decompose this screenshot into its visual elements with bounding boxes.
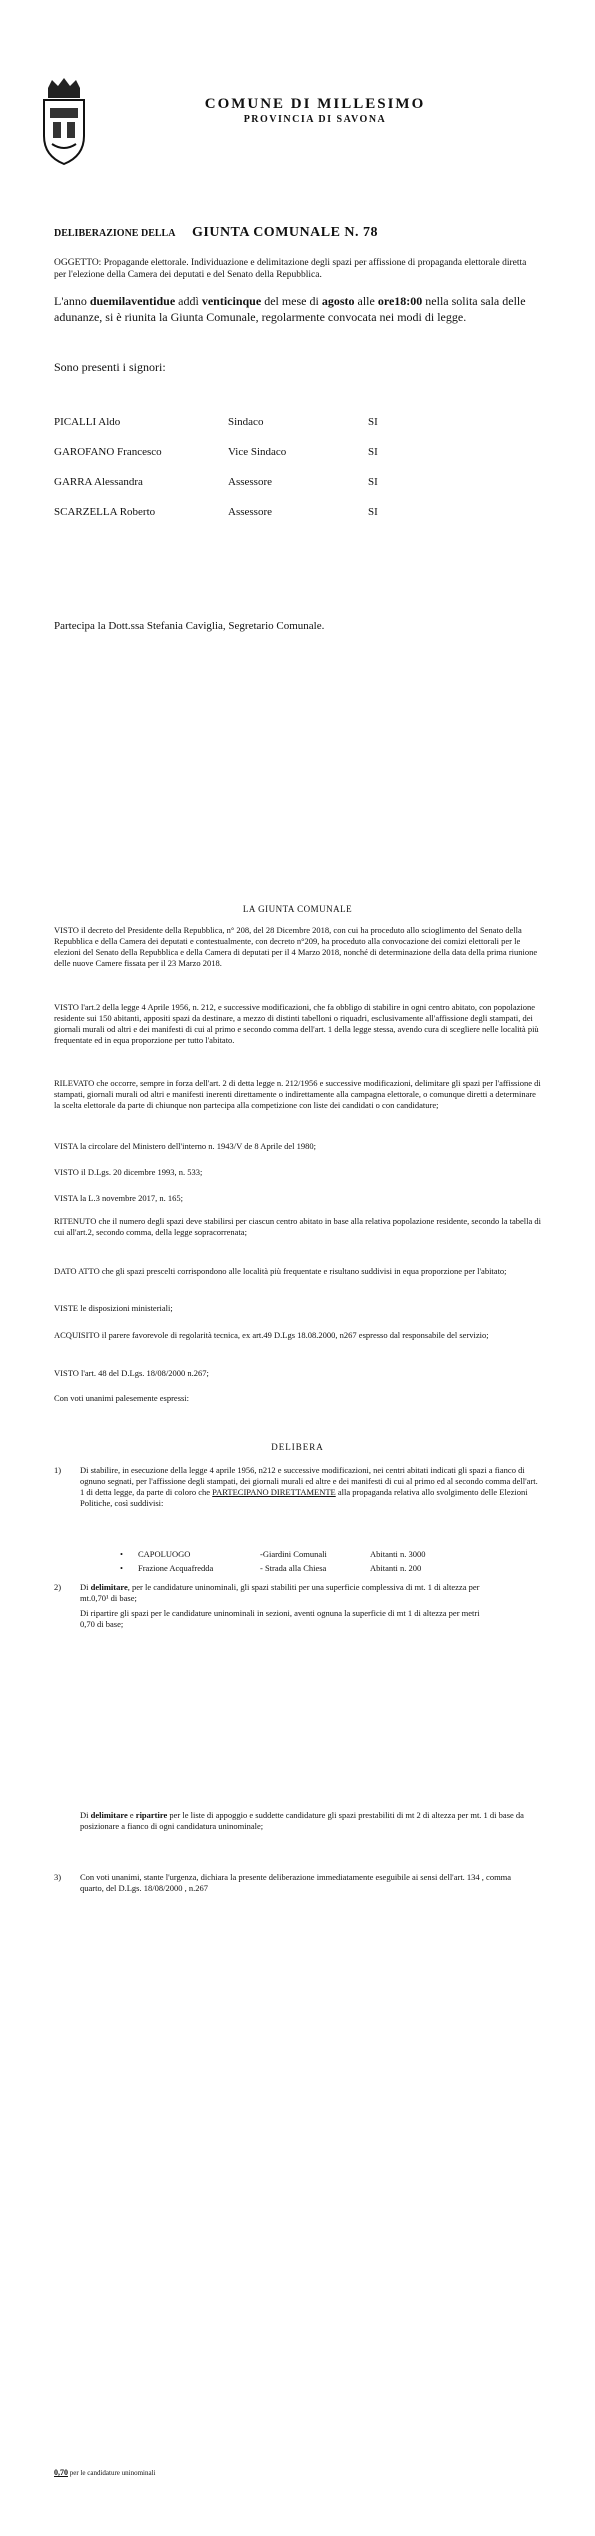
member-row <box>54 446 534 462</box>
location-abitanti: Abitanti n. 3000 <box>370 1549 426 1559</box>
location-name: Frazione Acquafredda <box>138 1563 214 1573</box>
member-name: SCARZELLA Roberto <box>54 506 156 518</box>
item-2-text <box>80 1582 480 1604</box>
item-number: 3) <box>54 1872 62 1882</box>
anno-part-1: L'anno <box>54 294 90 308</box>
delibera-title: DELIBERA <box>271 1442 324 1452</box>
item-2-post: , per le candidature uninominali, gli spazi stabiliti per una superficie complessiva di mt. 1 di altezza per mt.0,70¹ di base; <box>80 1582 480 1603</box>
delimitare-paragraph <box>80 1810 542 1832</box>
anno-month: agosto <box>321 294 355 308</box>
bullet: • <box>120 1549 123 1559</box>
ripartire-strong: ripartire <box>135 1810 168 1820</box>
anno-year: duemilaventidue <box>89 294 176 308</box>
visto-art48: VISTO l'art. 48 del D.Lgs. 18/08/2000 n.267; <box>54 1368 209 1378</box>
member-role: Assessore <box>228 506 272 518</box>
member-role: Vice Sindaco <box>228 446 287 458</box>
deliberazione-label: DELIBERAZIONE DELLA <box>54 228 176 239</box>
member-row <box>54 506 534 522</box>
member-role: Assessore <box>228 476 272 488</box>
viste-disposizioni: VISTE le disposizioni ministeriali; <box>54 1303 173 1313</box>
footnote-mark: 0,70 <box>54 2468 68 2477</box>
location-place: -Giardini Comunali <box>260 1549 327 1559</box>
item-2-ripartire: Di ripartire gli spazi per le candidature uninominali in sezioni, aventi ognuna la superficie di mt 1 di altezza per metri 0,70 di base; <box>80 1608 480 1629</box>
anno-time: ore18:00 <box>377 294 423 308</box>
item-2-pre: Di <box>80 1582 91 1592</box>
location-row <box>120 1563 500 1575</box>
delibera-item-3 <box>54 1872 544 1902</box>
anno-part-2: addì <box>175 294 202 308</box>
visto-art2: VISTO l'art.2 della legge 4 Aprile 1956, n. 212, e successive modificazioni, che fa obbligo di stabilire in ogni centro abitato, con popolazione residente sui 150 abitanti, appositi spazi da destinare, a mezzo di distinti tabelloni o riquadri, esclusivamente all'affissione degli stampati, dei giornali murali od altri e dei manifesti di cui al primo e secondo comma dell'art. 1 della legge stessa, avendo cura di scegliere nelle località più frequentate ed in equa proporzione per tutto l'abitato. <box>54 1002 539 1045</box>
location-name: CAPOLUOGO <box>138 1549 191 1559</box>
anno-part-3: del mese di <box>261 294 322 308</box>
item-2-strong: delimitare <box>90 1582 128 1592</box>
delimitare-strong: delimitare <box>90 1810 128 1820</box>
deliberazione-title: GIUNTA COMUNALE N. 78 <box>192 225 379 240</box>
anno-part-4: alle <box>354 294 378 308</box>
member-present: SI <box>368 476 378 488</box>
member-name: PICALLI Aldo <box>54 416 121 428</box>
comune-name: COMUNE DI MILLESIMO <box>204 96 426 112</box>
presenti-label: Sono presenti i signori: <box>54 360 166 374</box>
provincia-name: PROVINCIA DI SAVONA <box>243 114 387 125</box>
vista-l3: VISTA la L.3 novembre 2017, n. 165; <box>54 1193 183 1203</box>
bullet: • <box>120 1563 123 1573</box>
dato-atto: DATO ATTO che gli spazi prescelti corrispondono alle località più frequentate e risultano suddivisi in equa proporzione per l'abitato; <box>54 1266 507 1276</box>
anno-paragraph <box>54 293 544 325</box>
ritenuto: RITENUTO che il numero degli spazi deve stabilirsi per ciascun centro abitato in base alla relativa popolazione residente, secondo la tabella di cui all'art.2, secondo comma, della legge sopracorrenata; <box>54 1216 542 1237</box>
member-present: SI <box>368 416 378 428</box>
anno-part-5: nella solita sala delle adunanze, si è riunita la Giunta Comunale, regolarmente convocata nei modi di legge. <box>54 294 526 324</box>
visto-decreto: VISTO il decreto del Presidente della Repubblica, n° 208, del 28 Dicembre 2018, con cui ha proceduto allo scioglimento del Senato della Repubblica e della Camera dei deputati e contestualmente, con decreto n°209, ha proceduto alla convocazione dei comizi elettorali per le elezioni del Senato della Repubblica e della Camera di deputati per il 4 Marzo 2018, nonché di determinazione della data della prima riunione delle nuove Camere fissata per il 23 Marzo 2018. <box>54 925 538 968</box>
location-abitanti: Abitanti n. 200 <box>370 1563 422 1573</box>
member-name: GARRA Alessandra <box>54 476 143 488</box>
item-1-post: alla propaganda relativa allo svolgimento delle Elezioni Politiche, così suddivisi: <box>80 1487 528 1508</box>
con-voti: Con voti unanimi palesemente espressi: <box>54 1393 190 1403</box>
municipal-crest-icon <box>38 78 90 166</box>
member-row <box>54 476 534 492</box>
delibera-item-1 <box>54 1465 544 1535</box>
location-place: - Strada alla Chiesa <box>260 1563 327 1573</box>
member-row <box>54 416 534 432</box>
giunta-title: LA GIUNTA COMUNALE <box>242 904 353 914</box>
item-1-pre: Di stabilire, in esecuzione della legge 4 aprile 1956, n212 e successive modificazioni, nei centri abitati indicati gli spazi a fianco di ognuno segnati, per l'affissione degli stampati, dei giornali murali ed altre e dei manifesti di cui al primo ed al secondo comma dell'art. 1 di detta legge, da parte di coloro che <box>80 1465 538 1497</box>
delibera-item-2 <box>54 1582 544 1652</box>
item-number: 2) <box>54 1582 62 1592</box>
member-present: SI <box>368 446 378 458</box>
anno-day: venticinque <box>201 294 262 308</box>
footnote-text: per le candidature uninominali <box>68 2469 156 2477</box>
location-row <box>120 1549 500 1561</box>
footnote <box>54 2468 155 2477</box>
member-role: Sindaco <box>228 416 264 428</box>
oggetto-text: OGGETTO: Propagande elettorale. Individuazione e delimitazione degli spazi per affissione di propaganda elettorale diretta per l'elezione della Camera dei deputati e del Senato della Repubblica. <box>54 258 527 280</box>
vista-circolare: VISTA la circolare del Ministero dell'interno n. 1943/V de 8 Aprile del 1980; <box>54 1141 317 1151</box>
delimitare-post: per le liste di appoggio e suddette candidature gli spazi prestabiliti di mt 2 di altezza per mt. 1 di base da posizionare a fianco di ogni candidatura uninominale; <box>80 1810 524 1831</box>
acquisito: ACQUISITO il parere favorevole di regolarità tecnica, ex art.49 D.Lgs 18.08.2000, n267 espresso dal responsabile del servizio; <box>54 1330 489 1340</box>
item-1-strong: PARTECIPANO DIRETTAMENTE <box>212 1487 336 1497</box>
item-1-text <box>80 1465 542 1509</box>
partecipa-text: Partecipa la Dott.ssa Stefania Caviglia, Segretario Comunale. <box>54 620 325 632</box>
item-3-text: Con voti unanimi, stante l'urgenza, dichiara la presente deliberazione immediatamente eseguibile ai sensi dell'art. 134 , comma quarto, del D.Lgs. 18/08/2000 , n.267 <box>80 1872 512 1893</box>
delimitare-mid: e <box>127 1810 136 1820</box>
visto-dlgs: VISTO il D.Lgs. 20 dicembre 1993, n. 533; <box>54 1167 203 1177</box>
member-present: SI <box>368 506 378 518</box>
rilevato: RILEVATO che occorre, sempre in forza dell'art. 2 di detta legge n. 212/1956 e successive modificazioni, delimitare gli spazi per l'affissione di stampati, giornali murali od altri e manifesti inerenti direttamente o indirettamente alla campagna elettorale, o comunque diretti a determinare la scelta elettorale da parte di chiunque non partecipa alla competizione con liste dei candidati o con candidature; <box>54 1078 541 1110</box>
delimitare-pre: Di <box>80 1810 91 1820</box>
member-name: GAROFANO Francesco <box>54 446 162 458</box>
item-number: 1) <box>54 1465 62 1475</box>
